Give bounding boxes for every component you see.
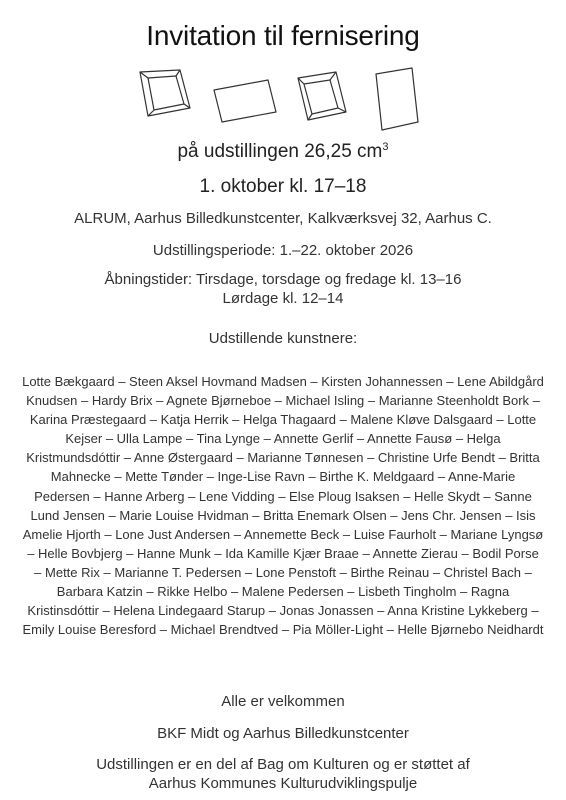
opening-hours (0, 270, 566, 308)
artists-heading: Udstillende kunstnere: (208, 330, 358, 347)
box-illustration-1 (140, 70, 190, 116)
line-art-boxes (128, 64, 438, 136)
subtitle-text: på udstillingen 26,25 cm (177, 141, 383, 162)
artists-list: Lotte Bækgaard – Steen Aksel Hovmand Madsen – Kirsten Johannessen – Lene Abildgård Knudsen – Hardy Brix – Agnete Bjørneboe – Michael Isling – Marianne Steenholdt Bork – Karina Præstegaard – Katja Herrik – Helga Thagaard – Malene Kløve Dalsgaard – Lotte Kejser – Ulla Lampe – Tina Lynge – Annette Gerlif – Annette Fausø – Helga Kristmundsdóttir – Anne Østergaard – Marianne Tønnesen – Christine Urfe Bendt – Britta Mahnecke – Mette Tønder – Inge-Lise Ravn – Birthe K. Meldgaard – Anne-Marie Pedersen – Hanne Arberg – Lene Vidding – Else Ploug Isaksen – Helle Skydt – Sanne Lund Jensen – Marie Louise Hvidman – Britta Enemark Olsen – Jens Chr. Jensen – Isis Amelie Hjorth – Lone Just Andersen – Annemette Beck – Luise Faurholt – Mariane Lyngsø – Helle Bovbjerg – Hanne Munk – Ida Kamille Kjær Braae – Annette Zierau – Bodil Porse – Mette Rix – Marianne T. Pedersen – Lone Penstoft – Birthe Reinau – Christel Bach – Barbara Katzin – Rikke Helbo – Malene Pedersen – Lisbeth Tingholm – Ragna Kristinsdóttir – Helena Lindegaard Starup – Jonas Jonassen – Anna Kristine Lykkeberg – Emily Louise Beresford – Michael Brendtved – Pia Möller-Light – Helle Bjørnebo Neidhardt (22, 374, 544, 638)
support-line-2: Aarhus Kommunes Kulturudviklingspulje (148, 775, 418, 792)
venue-address: ALRUM, Aarhus Billedkunstcenter, Kalkværksvej 32, Aarhus C. (74, 210, 492, 227)
exhibition-period: Udstillingsperiode: 1.–22. oktober 2026 (152, 242, 414, 259)
opening-hours-line-2: Lørdage kl. 12–14 (222, 290, 344, 307)
subtitle-superscript: 3 (382, 141, 389, 153)
support-line-1: Udstillingen er en del af Bag om Kulturen og er støttet af (96, 756, 470, 773)
sheet-illustration-1 (214, 80, 276, 122)
support-note (0, 755, 566, 793)
opening-hours-line-1: Åbningstider: Tirsdage, torsdage og fredage kl. 13–16 (104, 271, 462, 288)
welcome-text: Alle er velkommen (221, 693, 345, 710)
opening-time: 1. oktober kl. 17–18 (199, 176, 367, 197)
invitation-title: Invitation til fernisering (146, 20, 420, 51)
sheet-illustration-2 (376, 68, 418, 130)
exhibition-subtitle (0, 141, 566, 163)
organizers: BKF Midt og Aarhus Billedkunstcenter (157, 725, 409, 742)
box-illustration-2 (298, 72, 346, 120)
